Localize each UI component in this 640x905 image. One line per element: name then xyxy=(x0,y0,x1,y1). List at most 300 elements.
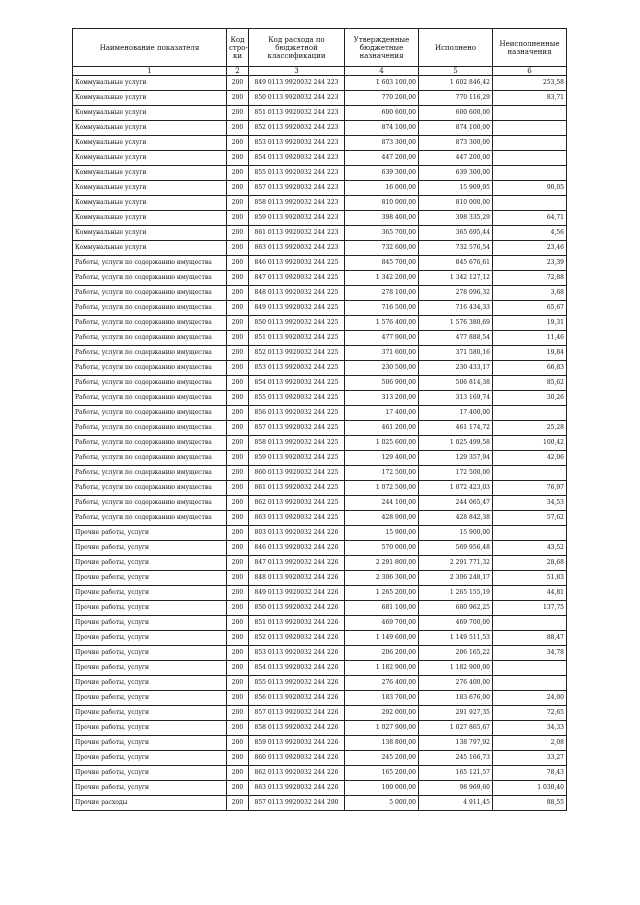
table-row xyxy=(73,646,567,661)
row-executed-cell: 206 165,22 xyxy=(419,646,493,661)
row-approved-cell: 873 300,00 xyxy=(345,136,419,151)
row-name-cell: Прочие работы, услуги xyxy=(73,586,227,601)
row-name-cell: Прочие работы, услуги xyxy=(73,706,227,721)
row-expense-code-cell: 848 0113 9920032 244 226 xyxy=(249,571,345,586)
row-line-code-cell: 200 xyxy=(227,391,249,406)
row-line-code-cell: 200 xyxy=(227,466,249,481)
row-line-code-cell: 200 xyxy=(227,721,249,736)
row-name-cell: Работы, услуги по содержанию имущества xyxy=(73,271,227,286)
row-approved-cell: 681 100,00 xyxy=(345,601,419,616)
row-approved-cell: 206 200,00 xyxy=(345,646,419,661)
row-line-code-cell: 200 xyxy=(227,136,249,151)
row-approved-cell: 1 182 900,00 xyxy=(345,661,419,676)
table-row xyxy=(73,196,567,211)
row-name-cell: Работы, услуги по содержанию имущества xyxy=(73,316,227,331)
row-unexecuted-cell: 25,28 xyxy=(493,421,567,436)
row-name-cell: Прочие работы, услуги xyxy=(73,691,227,706)
table-row xyxy=(73,121,567,136)
table-row xyxy=(73,256,567,271)
row-executed-cell: 165 121,57 xyxy=(419,766,493,781)
row-line-code-cell: 200 xyxy=(227,496,249,511)
row-line-code-cell: 200 xyxy=(227,346,249,361)
row-unexecuted-cell xyxy=(493,106,567,121)
row-executed-cell: 770 116,29 xyxy=(419,91,493,106)
row-unexecuted-cell: 24,00 xyxy=(493,691,567,706)
row-unexecuted-cell: 76,97 xyxy=(493,481,567,496)
row-expense-code-cell: 857 0113 9920032 244 225 xyxy=(249,421,345,436)
row-name-cell: Коммунальные услуги xyxy=(73,76,227,91)
row-unexecuted-cell xyxy=(493,616,567,631)
table-row xyxy=(73,706,567,721)
row-expense-code-cell: 855 0113 9920032 244 226 xyxy=(249,676,345,691)
row-line-code-cell: 200 xyxy=(227,361,249,376)
row-expense-code-cell: 858 0113 9920032 244 223 xyxy=(249,196,345,211)
row-approved-cell: 276 400,00 xyxy=(345,676,419,691)
row-unexecuted-cell: 34,33 xyxy=(493,721,567,736)
row-executed-cell: 1 072 423,03 xyxy=(419,481,493,496)
row-line-code-cell: 200 xyxy=(227,436,249,451)
row-name-cell: Работы, услуги по содержанию имущества xyxy=(73,346,227,361)
row-executed-cell: 569 956,48 xyxy=(419,541,493,556)
row-expense-code-cell: 861 0113 9920032 244 223 xyxy=(249,226,345,241)
row-approved-cell: 716 500,00 xyxy=(345,301,419,316)
row-executed-cell: 245 166,73 xyxy=(419,751,493,766)
row-executed-cell: 732 576,54 xyxy=(419,241,493,256)
header-row xyxy=(73,29,567,67)
row-approved-cell: 428 900,00 xyxy=(345,511,419,526)
row-unexecuted-cell: 34,78 xyxy=(493,646,567,661)
table-row xyxy=(73,511,567,526)
header-expense-code: Код расхода по бюджетной классификации xyxy=(249,29,345,67)
row-executed-cell: 461 174,72 xyxy=(419,421,493,436)
row-name-cell: Прочие работы, услуги xyxy=(73,631,227,646)
row-unexecuted-cell: 65,67 xyxy=(493,301,567,316)
row-executed-cell: 172 500,00 xyxy=(419,466,493,481)
row-line-code-cell: 200 xyxy=(227,601,249,616)
table-row xyxy=(73,466,567,481)
row-name-cell: Коммунальные услуги xyxy=(73,211,227,226)
row-line-code-cell: 200 xyxy=(227,691,249,706)
row-line-code-cell: 200 xyxy=(227,526,249,541)
row-unexecuted-cell: 88,55 xyxy=(493,796,567,811)
row-executed-cell: 447 200,00 xyxy=(419,151,493,166)
table-row xyxy=(73,781,567,796)
row-expense-code-cell: 854 0113 9920032 244 225 xyxy=(249,376,345,391)
row-expense-code-cell: 846 0113 9920032 244 226 xyxy=(249,541,345,556)
row-unexecuted-cell: 23,39 xyxy=(493,256,567,271)
row-line-code-cell: 200 xyxy=(227,271,249,286)
header-name: Наименование показателя xyxy=(73,29,227,67)
row-approved-cell: 138 800,00 xyxy=(345,736,419,751)
row-name-cell: Работы, услуги по содержанию имущества xyxy=(73,421,227,436)
row-expense-code-cell: 860 0113 9920032 244 225 xyxy=(249,466,345,481)
table-row xyxy=(73,631,567,646)
row-approved-cell: 1 072 500,00 xyxy=(345,481,419,496)
row-executed-cell: 276 400,00 xyxy=(419,676,493,691)
row-expense-code-cell: 856 0113 9920032 244 226 xyxy=(249,691,345,706)
row-name-cell: Работы, услуги по содержанию имущества xyxy=(73,331,227,346)
row-expense-code-cell: 854 0113 9920032 244 226 xyxy=(249,661,345,676)
row-line-code-cell: 200 xyxy=(227,331,249,346)
row-name-cell: Работы, услуги по содержанию имущества xyxy=(73,406,227,421)
row-line-code-cell: 200 xyxy=(227,106,249,121)
table-row xyxy=(73,331,567,346)
row-name-cell: Работы, услуги по содержанию имущества xyxy=(73,256,227,271)
row-approved-cell: 129 400,00 xyxy=(345,451,419,466)
row-line-code-cell: 200 xyxy=(227,286,249,301)
row-line-code-cell: 200 xyxy=(227,376,249,391)
row-approved-cell: 600 600,00 xyxy=(345,106,419,121)
row-line-code-cell: 200 xyxy=(227,631,249,646)
row-line-code-cell: 200 xyxy=(227,661,249,676)
row-executed-cell: 15 900,00 xyxy=(419,526,493,541)
row-approved-cell: 5 000,00 xyxy=(345,796,419,811)
row-unexecuted-cell: 51,83 xyxy=(493,571,567,586)
row-executed-cell: 98 969,60 xyxy=(419,781,493,796)
row-executed-cell: 1 576 380,69 xyxy=(419,316,493,331)
row-executed-cell: 1 265 155,19 xyxy=(419,586,493,601)
row-approved-cell: 1 025 600,00 xyxy=(345,436,419,451)
row-executed-cell: 1 182 900,00 xyxy=(419,661,493,676)
row-unexecuted-cell: 44,81 xyxy=(493,586,567,601)
row-name-cell: Коммунальные услуги xyxy=(73,91,227,106)
row-expense-code-cell: 861 0113 9920032 244 225 xyxy=(249,481,345,496)
row-expense-code-cell: 863 0113 9920032 244 226 xyxy=(249,781,345,796)
row-unexecuted-cell: 83,71 xyxy=(493,91,567,106)
table-row xyxy=(73,241,567,256)
table-row xyxy=(73,211,567,226)
row-executed-cell: 469 700,00 xyxy=(419,616,493,631)
row-name-cell: Коммунальные услуги xyxy=(73,166,227,181)
row-line-code-cell: 200 xyxy=(227,571,249,586)
row-executed-cell: 600 600,00 xyxy=(419,106,493,121)
row-name-cell: Работы, услуги по содержанию имущества xyxy=(73,301,227,316)
row-approved-cell: 1 603 100,00 xyxy=(345,76,419,91)
row-name-cell: Прочие работы, услуги xyxy=(73,676,227,691)
row-expense-code-cell: 860 0113 9920032 244 226 xyxy=(249,751,345,766)
row-approved-cell: 183 700,00 xyxy=(345,691,419,706)
row-line-code-cell: 200 xyxy=(227,76,249,91)
row-approved-cell: 1 265 200,00 xyxy=(345,586,419,601)
row-unexecuted-cell xyxy=(493,151,567,166)
row-unexecuted-cell: 78,43 xyxy=(493,766,567,781)
row-approved-cell: 447 200,00 xyxy=(345,151,419,166)
row-unexecuted-cell: 253,58 xyxy=(493,76,567,91)
row-name-cell: Работы, услуги по содержанию имущества xyxy=(73,436,227,451)
row-line-code-cell: 200 xyxy=(227,196,249,211)
row-unexecuted-cell: 19,31 xyxy=(493,316,567,331)
row-line-code-cell: 200 xyxy=(227,226,249,241)
row-line-code-cell: 200 xyxy=(227,481,249,496)
col-number: 2 xyxy=(227,67,249,76)
row-expense-code-cell: 859 0113 9920032 244 226 xyxy=(249,736,345,751)
table-row xyxy=(73,451,567,466)
row-executed-cell: 810 000,00 xyxy=(419,196,493,211)
row-line-code-cell: 200 xyxy=(227,151,249,166)
row-approved-cell: 845 700,00 xyxy=(345,256,419,271)
row-unexecuted-cell: 28,68 xyxy=(493,556,567,571)
row-line-code-cell: 200 xyxy=(227,616,249,631)
row-expense-code-cell: 854 0113 9920032 244 223 xyxy=(249,151,345,166)
row-executed-cell: 873 300,00 xyxy=(419,136,493,151)
row-expense-code-cell: 855 0113 9920032 244 223 xyxy=(249,166,345,181)
row-expense-code-cell: 851 0113 9920032 244 225 xyxy=(249,331,345,346)
row-executed-cell: 371 580,16 xyxy=(419,346,493,361)
table-row xyxy=(73,376,567,391)
row-approved-cell: 15 900,00 xyxy=(345,526,419,541)
row-name-cell: Прочие работы, услуги xyxy=(73,616,227,631)
row-name-cell: Коммунальные услуги xyxy=(73,106,227,121)
row-line-code-cell: 200 xyxy=(227,751,249,766)
row-executed-cell: 291 927,35 xyxy=(419,706,493,721)
row-name-cell: Работы, услуги по содержанию имущества xyxy=(73,361,227,376)
row-executed-cell: 398 335,29 xyxy=(419,211,493,226)
row-approved-cell: 570 000,00 xyxy=(345,541,419,556)
table-row xyxy=(73,526,567,541)
table-row xyxy=(73,421,567,436)
row-line-code-cell: 200 xyxy=(227,406,249,421)
col-number: 3 xyxy=(249,67,345,76)
table-row xyxy=(73,391,567,406)
row-executed-cell: 716 434,33 xyxy=(419,301,493,316)
row-approved-cell: 278 100,00 xyxy=(345,286,419,301)
row-unexecuted-cell xyxy=(493,406,567,421)
row-unexecuted-cell: 33,27 xyxy=(493,751,567,766)
row-unexecuted-cell: 3,68 xyxy=(493,286,567,301)
row-line-code-cell: 200 xyxy=(227,121,249,136)
row-expense-code-cell: 857 0113 9920032 244 290 xyxy=(249,796,345,811)
table-row xyxy=(73,91,567,106)
table-row xyxy=(73,151,567,166)
table-row xyxy=(73,436,567,451)
row-name-cell: Прочие работы, услуги xyxy=(73,736,227,751)
row-name-cell: Работы, услуги по содержанию имущества xyxy=(73,496,227,511)
row-approved-cell: 165 200,00 xyxy=(345,766,419,781)
row-name-cell: Коммунальные услуги xyxy=(73,181,227,196)
row-line-code-cell: 200 xyxy=(227,451,249,466)
table-row xyxy=(73,286,567,301)
header-line-code: Код стро-ки xyxy=(227,29,249,67)
row-line-code-cell: 200 xyxy=(227,241,249,256)
row-name-cell: Прочие работы, услуги xyxy=(73,601,227,616)
row-executed-cell: 428 842,38 xyxy=(419,511,493,526)
col-number: 6 xyxy=(493,67,567,76)
row-name-cell: Коммунальные услуги xyxy=(73,136,227,151)
row-line-code-cell: 200 xyxy=(227,421,249,436)
table-row xyxy=(73,181,567,196)
col-number: 4 xyxy=(345,67,419,76)
row-unexecuted-cell: 64,71 xyxy=(493,211,567,226)
row-expense-code-cell: 863 0113 9920032 244 225 xyxy=(249,511,345,526)
row-name-cell: Прочие работы, услуги xyxy=(73,541,227,556)
row-expense-code-cell: 862 0113 9920032 244 226 xyxy=(249,766,345,781)
row-unexecuted-cell: 42,06 xyxy=(493,451,567,466)
row-unexecuted-cell: 100,42 xyxy=(493,436,567,451)
row-executed-cell: 17 400,00 xyxy=(419,406,493,421)
row-unexecuted-cell xyxy=(493,136,567,151)
row-approved-cell: 1 027 900,00 xyxy=(345,721,419,736)
row-unexecuted-cell xyxy=(493,121,567,136)
row-name-cell: Работы, услуги по содержанию имущества xyxy=(73,511,227,526)
row-approved-cell: 506 900,00 xyxy=(345,376,419,391)
row-approved-cell: 313 200,00 xyxy=(345,391,419,406)
row-name-cell: Прочие работы, услуги xyxy=(73,661,227,676)
row-approved-cell: 1 576 400,00 xyxy=(345,316,419,331)
table-row xyxy=(73,316,567,331)
row-expense-code-cell: 863 0113 9920032 244 223 xyxy=(249,241,345,256)
row-approved-cell: 810 000,00 xyxy=(345,196,419,211)
row-expense-code-cell: 855 0113 9920032 244 225 xyxy=(249,391,345,406)
row-executed-cell: 244 065,47 xyxy=(419,496,493,511)
row-line-code-cell: 200 xyxy=(227,211,249,226)
row-expense-code-cell: 858 0113 9920032 244 225 xyxy=(249,436,345,451)
table-row xyxy=(73,721,567,736)
row-line-code-cell: 200 xyxy=(227,676,249,691)
table-row xyxy=(73,346,567,361)
row-approved-cell: 477 900,00 xyxy=(345,331,419,346)
row-executed-cell: 313 169,74 xyxy=(419,391,493,406)
row-approved-cell: 1 149 600,00 xyxy=(345,631,419,646)
column-number-row xyxy=(73,67,567,76)
row-unexecuted-cell: 90,05 xyxy=(493,181,567,196)
row-name-cell: Прочие работы, услуги xyxy=(73,781,227,796)
header-approved: Утвержденные бюджетные назначения xyxy=(345,29,419,67)
row-executed-cell: 4 911,45 xyxy=(419,796,493,811)
row-executed-cell: 1 602 846,42 xyxy=(419,76,493,91)
row-executed-cell: 1 025 499,58 xyxy=(419,436,493,451)
row-name-cell: Прочие работы, услуги xyxy=(73,751,227,766)
row-approved-cell: 245 200,00 xyxy=(345,751,419,766)
row-executed-cell: 129 357,94 xyxy=(419,451,493,466)
row-unexecuted-cell: 66,83 xyxy=(493,361,567,376)
row-name-cell: Работы, услуги по содержанию имущества xyxy=(73,451,227,466)
table-row xyxy=(73,226,567,241)
row-expense-code-cell: 850 0113 9920032 244 225 xyxy=(249,316,345,331)
table-row xyxy=(73,616,567,631)
row-executed-cell: 2 306 248,17 xyxy=(419,571,493,586)
row-unexecuted-cell: 1 030,40 xyxy=(493,781,567,796)
row-unexecuted-cell: 43,52 xyxy=(493,541,567,556)
row-line-code-cell: 200 xyxy=(227,166,249,181)
row-executed-cell: 1 149 511,53 xyxy=(419,631,493,646)
header-executed: Исполнено xyxy=(419,29,493,67)
table-row xyxy=(73,751,567,766)
row-unexecuted-cell: 34,53 xyxy=(493,496,567,511)
table-row xyxy=(73,406,567,421)
row-approved-cell: 244 100,00 xyxy=(345,496,419,511)
row-unexecuted-cell: 72,88 xyxy=(493,271,567,286)
row-unexecuted-cell xyxy=(493,196,567,211)
row-line-code-cell: 200 xyxy=(227,541,249,556)
row-expense-code-cell: 858 0113 9920032 244 226 xyxy=(249,721,345,736)
row-expense-code-cell: 803 0113 9920032 244 226 xyxy=(249,526,345,541)
row-unexecuted-cell: 4,56 xyxy=(493,226,567,241)
row-unexecuted-cell: 137,75 xyxy=(493,601,567,616)
row-name-cell: Коммунальные услуги xyxy=(73,226,227,241)
row-unexecuted-cell: 57,62 xyxy=(493,511,567,526)
row-executed-cell: 506 814,38 xyxy=(419,376,493,391)
row-expense-code-cell: 856 0113 9920032 244 225 xyxy=(249,406,345,421)
row-expense-code-cell: 852 0113 9920032 244 225 xyxy=(249,346,345,361)
row-unexecuted-cell: 72,65 xyxy=(493,706,567,721)
row-name-cell: Прочие расходы xyxy=(73,796,227,811)
row-name-cell: Коммунальные услуги xyxy=(73,121,227,136)
row-executed-cell: 639 300,00 xyxy=(419,166,493,181)
row-approved-cell: 365 700,00 xyxy=(345,226,419,241)
row-approved-cell: 1 342 200,00 xyxy=(345,271,419,286)
row-line-code-cell: 200 xyxy=(227,736,249,751)
table-row xyxy=(73,481,567,496)
row-approved-cell: 469 700,00 xyxy=(345,616,419,631)
row-line-code-cell: 200 xyxy=(227,766,249,781)
row-line-code-cell: 200 xyxy=(227,181,249,196)
row-expense-code-cell: 848 0113 9920032 244 225 xyxy=(249,286,345,301)
row-executed-cell: 138 797,92 xyxy=(419,736,493,751)
row-name-cell: Работы, услуги по содержанию имущества xyxy=(73,391,227,406)
row-line-code-cell: 200 xyxy=(227,91,249,106)
row-executed-cell: 680 962,25 xyxy=(419,601,493,616)
row-expense-code-cell: 862 0113 9920032 244 225 xyxy=(249,496,345,511)
row-unexecuted-cell: 85,62 xyxy=(493,376,567,391)
row-line-code-cell: 200 xyxy=(227,586,249,601)
row-expense-code-cell: 849 0113 9920032 244 226 xyxy=(249,586,345,601)
row-approved-cell: 770 200,00 xyxy=(345,91,419,106)
row-expense-code-cell: 852 0113 9920032 244 226 xyxy=(249,631,345,646)
row-executed-cell: 230 433,17 xyxy=(419,361,493,376)
table-row xyxy=(73,361,567,376)
row-approved-cell: 230 500,00 xyxy=(345,361,419,376)
row-name-cell: Прочие работы, услуги xyxy=(73,721,227,736)
row-unexecuted-cell: 23,46 xyxy=(493,241,567,256)
row-expense-code-cell: 857 0113 9920032 244 226 xyxy=(249,706,345,721)
row-executed-cell: 1 027 865,67 xyxy=(419,721,493,736)
table-row xyxy=(73,166,567,181)
row-expense-code-cell: 859 0113 9920032 244 223 xyxy=(249,211,345,226)
row-unexecuted-cell: 19,84 xyxy=(493,346,567,361)
row-name-cell: Прочие работы, услуги xyxy=(73,766,227,781)
table-row xyxy=(73,796,567,811)
row-approved-cell: 100 000,00 xyxy=(345,781,419,796)
row-name-cell: Прочие работы, услуги xyxy=(73,556,227,571)
row-name-cell: Коммунальные услуги xyxy=(73,151,227,166)
table-body xyxy=(73,76,567,811)
table-row xyxy=(73,541,567,556)
row-executed-cell: 1 342 127,12 xyxy=(419,271,493,286)
row-expense-code-cell: 847 0113 9920032 244 226 xyxy=(249,556,345,571)
table-row xyxy=(73,136,567,151)
col-number: 5 xyxy=(419,67,493,76)
row-expense-code-cell: 853 0113 9920032 244 225 xyxy=(249,361,345,376)
row-expense-code-cell: 859 0113 9920032 244 225 xyxy=(249,451,345,466)
table-row xyxy=(73,106,567,121)
table-row xyxy=(73,496,567,511)
header-unexecuted: Неисполненные назначения xyxy=(493,29,567,67)
table-row xyxy=(73,691,567,706)
row-line-code-cell: 200 xyxy=(227,511,249,526)
row-name-cell: Коммунальные услуги xyxy=(73,196,227,211)
row-expense-code-cell: 853 0113 9920032 244 226 xyxy=(249,646,345,661)
row-line-code-cell: 200 xyxy=(227,256,249,271)
row-unexecuted-cell: 2,08 xyxy=(493,736,567,751)
row-executed-cell: 183 676,00 xyxy=(419,691,493,706)
row-approved-cell: 16 000,00 xyxy=(345,181,419,196)
row-executed-cell: 477 888,54 xyxy=(419,331,493,346)
row-line-code-cell: 200 xyxy=(227,646,249,661)
row-approved-cell: 292 000,00 xyxy=(345,706,419,721)
row-approved-cell: 2 291 800,00 xyxy=(345,556,419,571)
row-executed-cell: 15 909,95 xyxy=(419,181,493,196)
row-executed-cell: 2 291 771,32 xyxy=(419,556,493,571)
